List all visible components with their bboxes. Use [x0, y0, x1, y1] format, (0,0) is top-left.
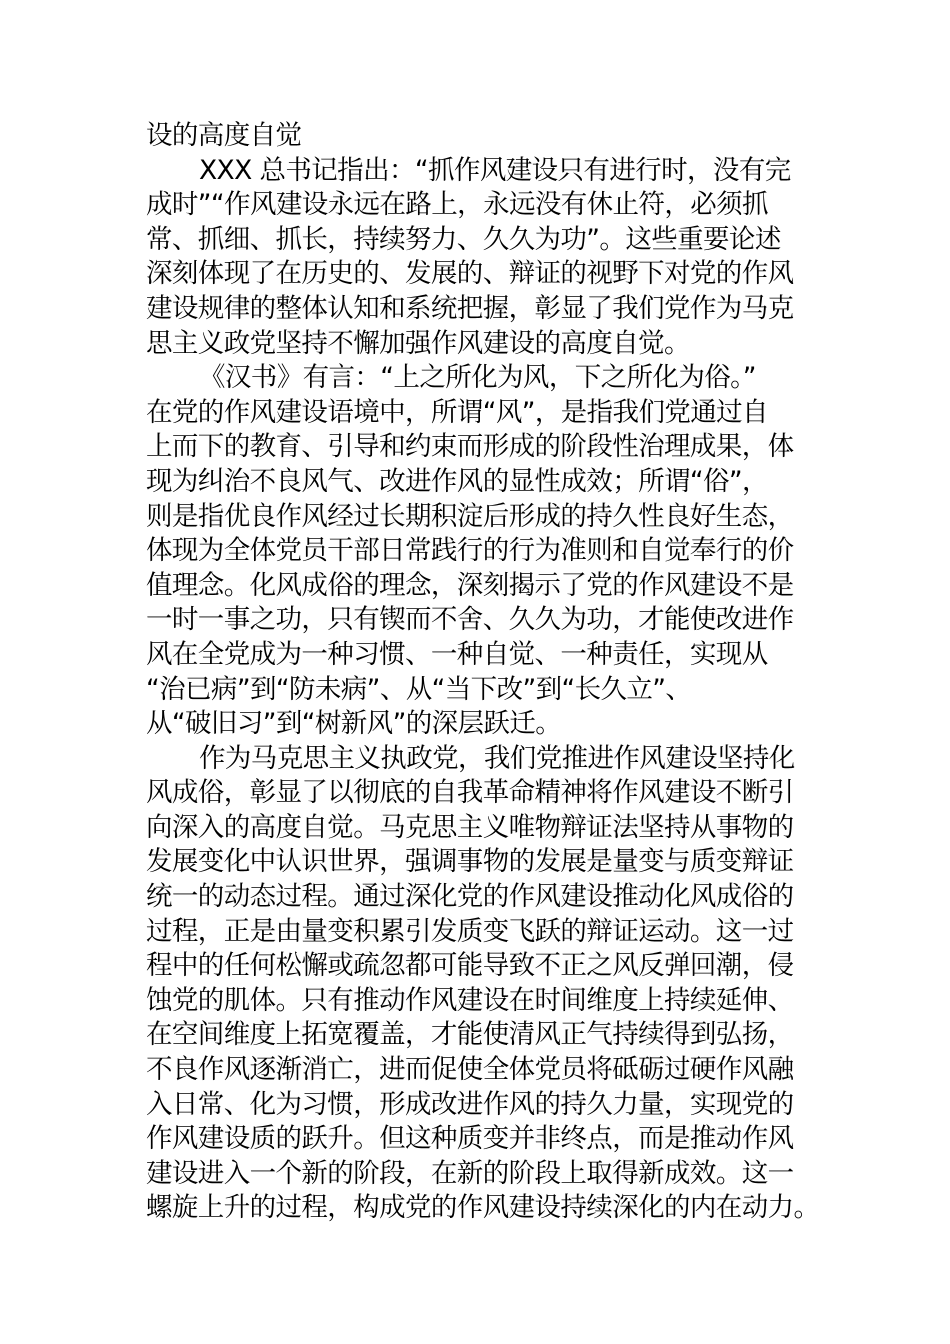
text-line: 设的高度自觉: [146, 120, 302, 151]
text-line: 向深入的高度自觉。马克思主义唯物辩证法坚持从事物的: [146, 811, 794, 843]
text-line: 过程，正是由量变积累引发质变飞跃的辩证运动。这一过: [146, 915, 794, 947]
text-line: 不良作风逐渐消亡，进而促使全体党员将砥砺过硬作风融: [146, 1054, 794, 1086]
text-line: 常、抓细、抓长，持续努力、久久为功”。这些重要论述: [146, 223, 781, 255]
text-line: 统一的动态过程。通过深化党的作风建设推动化风成俗的: [146, 881, 794, 913]
text-line: 则是指优良作风经过长期积淀后形成的持久性良好生态，: [146, 500, 794, 532]
text-line: 值理念。化风成俗的理念，深刻揭示了党的作风建设不是: [146, 569, 794, 601]
text-line: 成时”“作风建设永远在路上，永远没有休止符，必须抓: [146, 189, 768, 221]
text-line: 在空间维度上拓宽覆盖，才能使清风正气持续得到弘扬，: [146, 1019, 794, 1051]
text-line: 一时一事之功，只有锲而不舍、久久为功，才能使改进作: [146, 604, 794, 636]
paragraph-first-line: 作为马克思主义执政党，我们党推进作风建设坚持化: [199, 742, 795, 774]
document-body: [146, 119, 820, 1226]
text-line: 入日常、化为习惯，形成改进作风的持久力量，实现党的: [146, 1088, 794, 1120]
text-line: 在党的作风建设语境中，所谓“风”，是指我们党通过自: [146, 396, 768, 428]
text-line: 风成俗，彰显了以彻底的自我革命精神将作风建设不断引: [146, 777, 794, 809]
text-line: 上而下的教育、引导和约束而形成的阶段性治理成果，体: [146, 431, 794, 463]
text-line: 螺旋上升的过程，构成党的作风建设持续深化的内在动力。: [146, 1192, 820, 1224]
text-line: “治已病”到“防未病”、从“当下改”到“长久立”、: [146, 673, 692, 705]
text-line: 发展变化中认识世界，强调事物的发展是量变与质变辩证: [146, 846, 794, 878]
text-line: 作风建设质的跃升。但这种质变并非终点，而是推动作风: [146, 1123, 794, 1155]
text-line: 思主义政党坚持不懈加强作风建设的高度自觉。: [146, 327, 690, 359]
text-line: 从“破旧习”到“树新风”的深层跃迁。: [146, 708, 562, 740]
text-line: 程中的任何松懈或疏忽都可能导致不正之风反弹回潮，侵: [146, 950, 794, 982]
paragraph-first-line: XXX 总书记指出：“抓作风建设只有进行时，没有完: [199, 154, 791, 186]
text-line: 建设进入一个新的阶段，在新的阶段上取得新成效。这一: [146, 1157, 794, 1189]
text-line: 风在全党成为一种习惯、一种自觉、一种责任，实现从: [146, 638, 768, 670]
text-line: 深刻体现了在历史的、发展的、辩证的视野下对党的作风: [146, 258, 794, 290]
paragraph-first-line: 《汉书》有言：“上之所化为风，下之所化为俗。”: [199, 362, 756, 394]
text-line: 现为纠治不良风气、改进作风的显性成效；所谓“俗”，: [146, 465, 768, 497]
text-line: 体现为全体党员干部日常践行的行为准则和自觉奉行的价: [146, 535, 794, 567]
text-line: 蚀党的肌体。只有推动作风建设在时间维度上持续延伸、: [146, 984, 794, 1016]
text-line: 建设规律的整体认知和系统把握，彰显了我们党作为马克: [146, 292, 794, 324]
